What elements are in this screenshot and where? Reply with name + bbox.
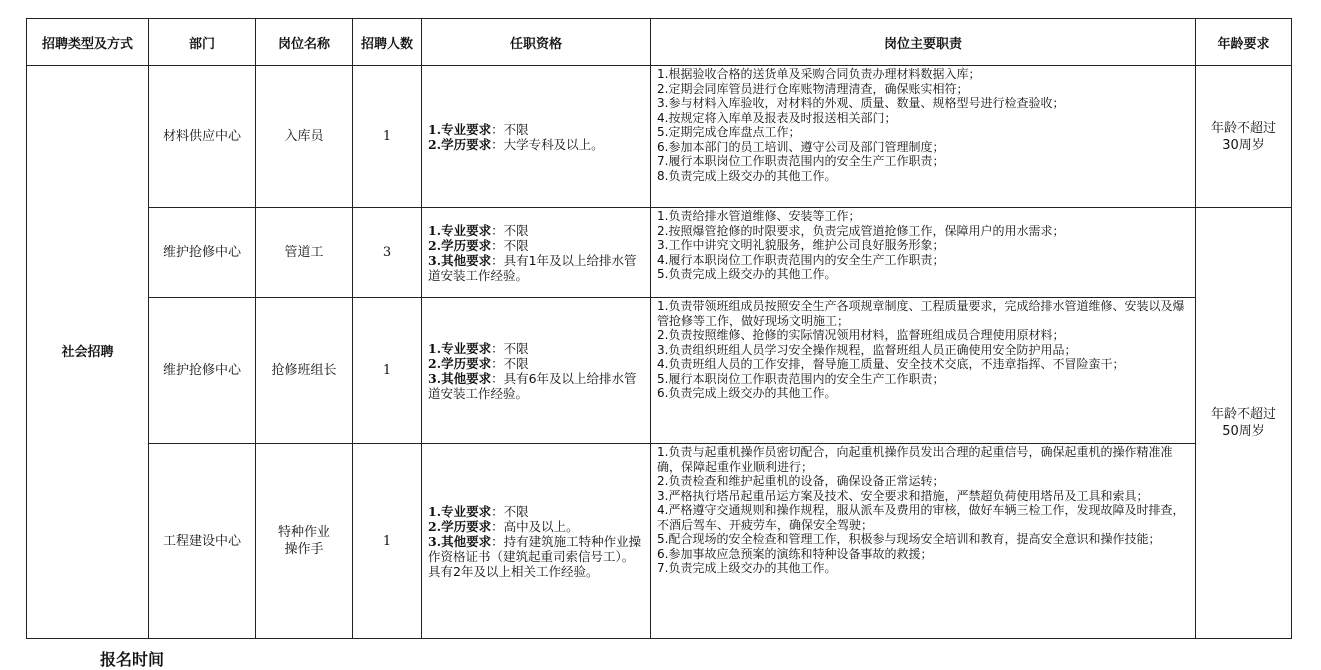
header-department: 部门 (149, 19, 256, 66)
qualification-separator: ： (491, 340, 504, 356)
qualification-number: 3. (428, 533, 442, 549)
qualifications-cell (422, 444, 651, 639)
qualification-separator: ： (491, 503, 504, 519)
duty-item: 6.参加本部门的员工培训、遵守公司及部门管理制度； (657, 139, 945, 154)
recruitment-table (26, 18, 1292, 639)
qualification-item (428, 137, 644, 152)
qualification-item (428, 371, 644, 401)
section-heading: 报名时间 (100, 650, 165, 669)
qualification-separator: ： (491, 252, 504, 268)
qualification-separator: ： (491, 370, 504, 386)
duty-item: 5.负责完成上级交办的其他工作。 (657, 267, 837, 281)
qualification-number: 2. (428, 136, 442, 152)
department-cell: 维护抢修中心 (149, 208, 256, 298)
qualification-text: 高中及以上。 (503, 518, 579, 534)
header-recruit-type: 招聘类型及方式 (27, 19, 149, 66)
qualification-separator: ： (491, 518, 504, 534)
qualification-text: 具有6年及以上给排水管道安装工作经验。 (428, 370, 637, 401)
duty-item: 5.配合现场的安全检查和管理工作，积极参与现场安全培训和教育，提高安全意识和操作技能； (657, 532, 1161, 546)
qualification-separator: ： (491, 237, 504, 253)
duty-item: 2.负责按照维修、抢修的实际情况领用材料，监督班组成员合理使用原材料； (657, 328, 1065, 342)
duty-item: 3.参与材料入库验收，对材料的外观、质量、数量、规格型号进行检查验收； (657, 96, 1065, 110)
age-requirement-cell: 年龄不超过50周岁 (1196, 208, 1292, 639)
qualification-text: 不限 (503, 503, 529, 519)
qualification-item (428, 223, 644, 238)
duties-cell (651, 444, 1196, 639)
qualification-separator: ： (491, 222, 504, 238)
duty-item: 3.工作中讲究文明礼貌服务，维护公司良好服务形象； (657, 238, 945, 252)
qualification-item (428, 341, 644, 356)
qualification-label: 学历要求 (441, 237, 492, 253)
duty-item: 8.负责完成上级交办的其他工作。 (657, 168, 837, 183)
qualification-number: 3. (428, 370, 442, 386)
qualification-label: 专业要求 (441, 121, 492, 137)
qualification-label: 专业要求 (441, 222, 492, 238)
duties-cell (651, 66, 1196, 208)
count-cell: 1 (353, 444, 422, 639)
header-duties: 岗位主要职责 (651, 19, 1196, 66)
duty-item: 2.负责检查和维护起重机的设备，确保设备正常运转； (657, 474, 945, 488)
qualification-number: 2. (428, 237, 442, 253)
qualification-text: 不限 (503, 237, 529, 253)
department-cell: 材料供应中心 (149, 66, 256, 208)
qualification-item (428, 253, 644, 283)
qualification-number: 2. (428, 355, 442, 371)
qualification-label: 其他要求 (441, 533, 492, 549)
qualification-number: 1. (428, 503, 442, 519)
qualification-text: 持有建筑施工特种作业操作资格证书（建筑起重司索信号工）。具有2年及以上相关工作经验。 (428, 533, 642, 579)
duties-cell (651, 208, 1196, 298)
position-cell: 管道工 (256, 208, 353, 298)
qualification-label: 学历要求 (441, 355, 492, 371)
qualification-number: 2. (428, 518, 442, 534)
qualification-separator: ： (491, 136, 504, 152)
duty-item: 4.按规定将入库单及报表及时报送相关部门； (657, 110, 897, 125)
duty-item: 4.负责班组人员的工作安排，督导施工质量、安全技术交底，不违章指挥、不冒险蛮干； (657, 357, 1125, 371)
qualification-item (428, 504, 644, 519)
position-cell: 入库员 (256, 66, 353, 208)
count-cell: 3 (353, 208, 422, 298)
duty-item: 2.定期会同库管员进行仓库账物清理清查，确保账实相符； (657, 81, 969, 96)
duty-item: 7.负责完成上级交办的其他工作。 (657, 561, 837, 575)
qualification-text: 不限 (503, 340, 529, 356)
qualification-text: 大学专科及以上。 (503, 136, 604, 152)
department-cell: 工程建设中心 (149, 444, 256, 639)
qualification-text: 具有1年及以上给排水管道安装工作经验。 (428, 252, 637, 283)
qualifications-cell (422, 208, 651, 298)
qualification-item (428, 519, 644, 534)
count-cell: 1 (353, 66, 422, 208)
qualification-text: 不限 (503, 222, 529, 238)
duty-item: 6.参加事故应急预案的演练和特种设备事故的救援； (657, 546, 933, 561)
table-row (27, 298, 1292, 444)
qualification-label: 学历要求 (441, 518, 492, 534)
position-cell: 抢修班组长 (256, 298, 353, 444)
duty-item: 1.负责给排水管道维修、安装等工作； (657, 209, 861, 223)
qualification-label: 其他要求 (441, 252, 492, 268)
duty-item: 5.履行本职岗位工作职责范围内的安全生产工作职责； (657, 371, 945, 386)
duty-item: 1.负责与起重机操作员密切配合，向起重机操作员发出合理的起重信号，确保起重机的操作精准准确，保障起重作业顺利进行； (657, 445, 1173, 474)
department-cell: 维护抢修中心 (149, 298, 256, 444)
header-row (27, 19, 1292, 66)
duty-item: 1.负责带领班组成员按照安全生产各项规章制度、工程质量要求，完成给排水管道维修、安装以及爆管抢修等工作，做好现场文明施工； (657, 299, 1185, 328)
qualification-item (428, 122, 644, 137)
header-age: 年龄要求 (1196, 19, 1292, 66)
duty-item: 4.履行本职岗位工作职责范围内的安全生产工作职责； (657, 252, 945, 267)
qualification-label: 学历要求 (441, 136, 492, 152)
duty-item: 3.负责组织班组人员学习安全操作规程，监督班组人员正确使用安全防护用品； (657, 342, 1077, 357)
duty-item: 5.定期完成仓库盘点工作； (657, 125, 801, 139)
qualification-label: 专业要求 (441, 503, 492, 519)
qualification-number: 1. (428, 222, 442, 238)
qualification-item (428, 534, 644, 579)
duty-item: 6.负责完成上级交办的其他工作。 (657, 386, 837, 400)
qualifications-cell (422, 66, 651, 208)
position-cell: 特种作业操作手 (256, 444, 353, 639)
duty-item: 1.根据验收合格的送货单及采购合同负责办理材料数据入库； (657, 67, 981, 81)
count-cell: 1 (353, 298, 422, 444)
qualification-separator: ： (491, 533, 504, 549)
qualification-separator: ： (491, 355, 504, 371)
qualification-number: 1. (428, 340, 442, 356)
table-row (27, 66, 1292, 208)
duty-item: 2.按照爆管抢修的时限要求，负责完成管道抢修工作，保障用户的用水需求； (657, 223, 1065, 238)
duty-item: 3.严格执行塔吊起重吊运方案及技术、安全要求和措施，严禁超负荷使用塔吊及工具和索具； (657, 488, 1149, 503)
header-position: 岗位名称 (256, 19, 353, 66)
qualification-label: 其他要求 (441, 370, 492, 386)
qualification-text: 不限 (503, 121, 529, 137)
table-row (27, 208, 1292, 298)
qualifications-cell (422, 298, 651, 444)
qualification-separator: ： (491, 121, 504, 137)
qualification-item (428, 238, 644, 253)
qualification-item (428, 356, 644, 371)
duties-cell (651, 298, 1196, 444)
table-row (27, 444, 1292, 639)
header-count: 招聘人数 (353, 19, 422, 66)
duty-item: 7.履行本职岗位工作职责范围内的安全生产工作职责； (657, 154, 945, 168)
header-qualifications: 任职资格 (422, 19, 651, 66)
age-requirement-cell: 年龄不超过30周岁 (1196, 66, 1292, 208)
qualification-text: 不限 (503, 355, 529, 371)
qualification-number: 1. (428, 121, 442, 137)
qualification-number: 3. (428, 252, 442, 268)
recruit-type-cell: 社会招聘 (27, 66, 149, 639)
qualification-label: 专业要求 (441, 340, 492, 356)
duty-item: 4.严格遵守交通规则和操作规程，服从派车及费用的审核，做好车辆三检工作，发现故障及时排查，不酒后驾车、开疲劳车，确保安全驾驶； (657, 503, 1185, 532)
